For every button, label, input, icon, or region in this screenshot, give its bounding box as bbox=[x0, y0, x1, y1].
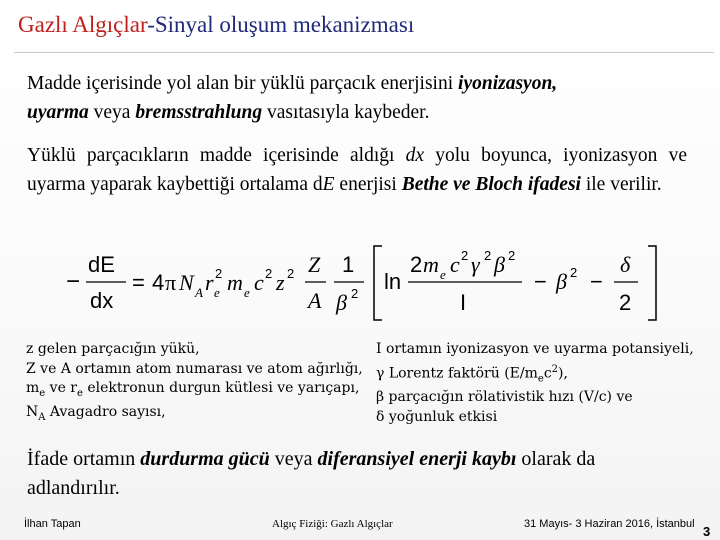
text-run: γ Lorentz faktörü (E/m bbox=[376, 365, 538, 382]
subscript: e bbox=[537, 372, 544, 384]
formula-beta: β bbox=[336, 290, 347, 315]
formula-ln: ln bbox=[384, 269, 402, 294]
text-run: ), bbox=[558, 365, 568, 382]
title-part-1: Gazlı Algıçlar bbox=[18, 12, 148, 37]
definitions-left bbox=[26, 340, 366, 428]
formula-exp: 2 bbox=[484, 248, 492, 263]
term-bethe-bloch: Bethe ve Bloch ifadesi bbox=[401, 174, 581, 195]
footer-date: 31 Mayıs- 3 Haziran 2016, İstanbul bbox=[524, 518, 695, 530]
formula-exp: 2 bbox=[215, 266, 223, 281]
formula-beta: β bbox=[494, 252, 505, 277]
text-run: ile verilir. bbox=[580, 174, 662, 195]
term-E: E bbox=[322, 174, 335, 195]
term-ionization: iyonizasyon, bbox=[458, 73, 558, 94]
formula-one: 1 bbox=[342, 252, 355, 277]
formula-minus-sign: − bbox=[534, 269, 547, 294]
formula-I: I bbox=[460, 290, 467, 315]
text-run: İfade ortamın bbox=[27, 448, 141, 470]
subscript: e bbox=[39, 387, 46, 399]
definition-delta: δ yoğunluk etkisi bbox=[376, 408, 498, 425]
formula-equals: = bbox=[132, 270, 145, 295]
formula-exp: 2 bbox=[461, 248, 469, 263]
formula-N: N bbox=[179, 270, 194, 295]
formula-coef: 4 bbox=[152, 270, 165, 295]
text-run: elektronun durgun kütlesi ve yarıçapı, bbox=[82, 380, 360, 396]
page-number: 3 bbox=[703, 524, 711, 539]
term-excitation: uyarma bbox=[27, 102, 89, 123]
definition-me-re bbox=[26, 379, 366, 403]
definition-gamma bbox=[376, 360, 706, 389]
formula-m: m bbox=[423, 252, 439, 277]
formula-r: r bbox=[205, 270, 214, 295]
formula-exp: 2 bbox=[570, 265, 578, 280]
formula-e-sub: e bbox=[214, 285, 220, 300]
definition-I: I ortamın iyonizasyon ve uyarma potansiyeli, bbox=[376, 341, 694, 357]
bethe-bloch-formula bbox=[60, 240, 660, 326]
formula-exp: 2 bbox=[351, 286, 359, 301]
text-run: c bbox=[543, 365, 552, 382]
term-bremsstrahlung: bremsstrahlung bbox=[135, 102, 263, 123]
formula-z: z bbox=[276, 270, 285, 295]
text-run: enerjisi bbox=[334, 174, 402, 195]
definition-beta: β parçacığın rölativistik hızı (V/c) ve bbox=[376, 389, 633, 406]
term-stopping-power: durdurma gücü bbox=[140, 448, 270, 470]
formula-two: 2 bbox=[619, 290, 632, 315]
formula-left-bracket bbox=[374, 246, 382, 320]
formula-c: c bbox=[450, 252, 460, 277]
paragraph-energy-loss bbox=[27, 69, 687, 127]
formula-Z: Z bbox=[308, 252, 321, 277]
subscript: A bbox=[38, 412, 46, 424]
formula-e-sub: e bbox=[244, 285, 250, 300]
formula-beta: β bbox=[556, 269, 567, 294]
formula-A: A bbox=[308, 288, 322, 313]
formula-delta: δ bbox=[620, 252, 631, 277]
formula-de: dE bbox=[88, 252, 115, 277]
text-run: Yüklü parçacıkların madde içerisinde aldığı bbox=[27, 145, 406, 166]
formula-exp: 2 bbox=[287, 266, 295, 281]
subscript: e bbox=[77, 387, 83, 399]
paragraph-bethe-bloch bbox=[27, 141, 687, 199]
formula-e-sub: e bbox=[440, 267, 446, 282]
text-run: yolu boyunca, iyonizasyon ve uyarma yaparak kaybettiği ortalama bbox=[27, 145, 688, 195]
formula-exp: 2 bbox=[265, 266, 273, 281]
formula-A-sub: A bbox=[195, 285, 203, 300]
term-differential-energy-loss: diferansiyel enerji kaybı bbox=[317, 448, 517, 470]
text-run: olarak da adlandırılır. bbox=[27, 448, 596, 499]
footer-author: İlhan Tapan bbox=[24, 518, 81, 530]
slide-title bbox=[18, 12, 414, 38]
formula-minus-sign: − bbox=[590, 269, 603, 294]
term-dx: dx bbox=[405, 145, 425, 166]
formula-exp: 2 bbox=[508, 248, 516, 263]
text-run: ve r bbox=[45, 380, 77, 396]
text-run: veya bbox=[88, 102, 136, 123]
definition-NA bbox=[26, 403, 366, 427]
definition-Z-A: Z ve A ortamın atom numarası ve atom ağırlığı, bbox=[26, 360, 363, 377]
formula-right-bracket bbox=[648, 246, 656, 320]
formula-two: 2 bbox=[410, 252, 423, 277]
paragraph-stopping-power bbox=[27, 445, 687, 503]
text-run: vasıtasıyla kaybeder. bbox=[262, 102, 430, 123]
term-d: d bbox=[312, 174, 323, 195]
text-run: m bbox=[26, 380, 40, 396]
title-divider bbox=[14, 52, 714, 53]
superscript: 2 bbox=[551, 363, 559, 375]
definition-z: z gelen parçacığın yükü, bbox=[26, 341, 200, 357]
text-run: N bbox=[26, 404, 39, 421]
formula-dx: dx bbox=[90, 288, 114, 313]
footer-course: Algıç Fiziği: Gazlı Algıçlar bbox=[272, 518, 393, 530]
definitions-right bbox=[376, 340, 706, 427]
text-run: Madde içerisinde yol alan bir yüklü parçacık enerjisini bbox=[27, 73, 459, 94]
text-run: Avagadro sayısı, bbox=[45, 404, 166, 421]
text-run: veya bbox=[269, 448, 318, 470]
formula-m: m bbox=[227, 270, 243, 295]
title-part-2: -Sinyal oluşum mekanizması bbox=[147, 12, 415, 37]
formula-gamma: γ bbox=[471, 252, 480, 277]
formula-pi: π bbox=[165, 270, 177, 295]
formula-c: c bbox=[254, 270, 264, 295]
formula-minus-sign: − bbox=[66, 268, 81, 295]
